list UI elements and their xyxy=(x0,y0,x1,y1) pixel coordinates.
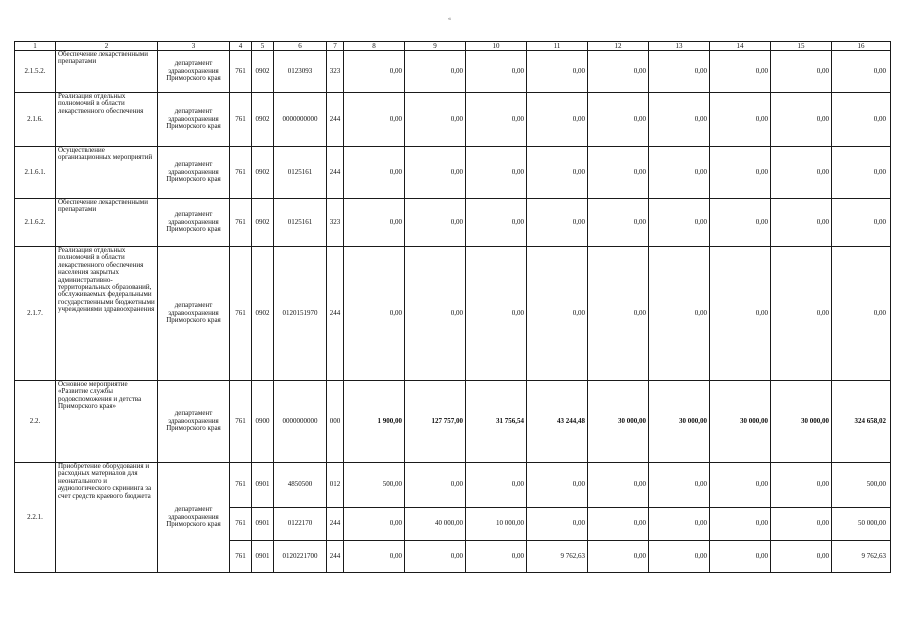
row-value-cell: 0,00 xyxy=(649,247,710,381)
row-code-cell: 2.1.6. xyxy=(15,93,56,147)
row-value-cell: 0,00 xyxy=(710,463,771,508)
table-row xyxy=(15,463,891,508)
row-col7-cell: 323 xyxy=(327,199,344,247)
row-col4-cell: 761 xyxy=(230,463,252,508)
row-value-cell: 0,00 xyxy=(405,147,466,199)
row-value-cell: 30 000,00 xyxy=(771,381,832,463)
table-row xyxy=(15,199,891,247)
row-value-cell: 0,00 xyxy=(710,247,771,381)
row-value-cell: 0,00 xyxy=(710,93,771,147)
row-value-cell: 0,00 xyxy=(344,247,405,381)
row-value-cell: 0,00 xyxy=(588,541,649,573)
row-value-cell: 0,00 xyxy=(832,93,891,147)
row-col5-cell: 0902 xyxy=(252,199,274,247)
row-code-cell: 2.1.5.2. xyxy=(15,51,56,93)
column-header: 3 xyxy=(158,42,230,51)
row-value-cell: 0,00 xyxy=(405,463,466,508)
row-value-cell: 0,00 xyxy=(649,51,710,93)
row-col6-cell: 0125161 xyxy=(274,147,327,199)
row-col4-cell: 761 xyxy=(230,147,252,199)
row-name-text: Реализация отдельных полномочий в области лекарственного обеспечения xyxy=(58,92,144,115)
row-col6-cell: 0120221700 xyxy=(274,541,327,573)
row-value-cell: 0,00 xyxy=(710,51,771,93)
row-value-cell: 0,00 xyxy=(466,247,527,381)
row-department-cell: департамент здравоохранения Приморского края xyxy=(158,381,230,463)
row-value-cell: 0,00 xyxy=(344,147,405,199)
row-value-cell: 0,00 xyxy=(588,247,649,381)
row-value-cell: 0,00 xyxy=(527,463,588,508)
table-row xyxy=(15,51,891,93)
row-col6-cell: 4850500 xyxy=(274,463,327,508)
header-row xyxy=(15,42,891,51)
row-value-cell: 0,00 xyxy=(588,51,649,93)
row-value-cell: 0,00 xyxy=(344,199,405,247)
row-code-cell: 2.1.6.2. xyxy=(15,199,56,247)
row-code-cell: 2.2.1. xyxy=(15,463,56,573)
row-value-cell: 500,00 xyxy=(344,463,405,508)
budget-table xyxy=(14,41,891,573)
row-department-cell: департамент здравоохранения Приморского края xyxy=(158,199,230,247)
row-value-cell: 0,00 xyxy=(466,147,527,199)
column-header: 5 xyxy=(252,42,274,51)
row-department-cell: департамент здравоохранения Приморского края xyxy=(158,93,230,147)
row-value-cell: 0,00 xyxy=(710,541,771,573)
column-header: 7 xyxy=(327,42,344,51)
row-value-cell: 0,00 xyxy=(771,463,832,508)
row-col6-cell: 0123093 xyxy=(274,51,327,93)
row-col5-cell: 0902 xyxy=(252,147,274,199)
row-col7-cell: 244 xyxy=(327,508,344,541)
row-value-cell: 30 000,00 xyxy=(710,381,771,463)
column-header: 14 xyxy=(710,42,771,51)
row-col7-cell: 000 xyxy=(327,381,344,463)
row-value-cell: 0,00 xyxy=(832,247,891,381)
row-value-cell: 0,00 xyxy=(344,51,405,93)
row-value-cell: 0,00 xyxy=(710,199,771,247)
row-name-text: Обеспечение лекарственными препаратами xyxy=(58,50,148,66)
row-value-cell: 127 757,00 xyxy=(405,381,466,463)
row-value-cell: 31 756,54 xyxy=(466,381,527,463)
row-value-cell: 500,00 xyxy=(832,463,891,508)
row-value-cell: 0,00 xyxy=(649,147,710,199)
row-value-cell: 0,00 xyxy=(832,51,891,93)
row-value-cell: 0,00 xyxy=(588,147,649,199)
row-name-text: Приобретение оборудования и расходных материалов для неонатального и аудиологического скрининга за счет средств краевого бюджета xyxy=(58,462,152,500)
row-name-text: Обеспечение лекарственными препаратами xyxy=(58,198,148,214)
row-col7-cell: 244 xyxy=(327,147,344,199)
table-row xyxy=(15,147,891,199)
row-name-cell xyxy=(56,199,158,247)
row-name-text: Реализация отдельных полномочий в области лекарственного обеспечения населения закрытых административно-территориальных образований, обслуживаемых федеральными государственными бюджетными учреждениями здравоохранения xyxy=(58,246,155,314)
row-col7-cell: 323 xyxy=(327,51,344,93)
row-value-cell: 0,00 xyxy=(527,247,588,381)
row-name-cell xyxy=(56,463,158,573)
row-value-cell: 0,00 xyxy=(710,508,771,541)
row-col4-cell: 761 xyxy=(230,508,252,541)
row-value-cell: 10 000,00 xyxy=(466,508,527,541)
row-name-cell xyxy=(56,51,158,93)
column-header: 2 xyxy=(56,42,158,51)
row-value-cell: 0,00 xyxy=(771,508,832,541)
row-col5-cell: 0901 xyxy=(252,541,274,573)
row-value-cell: 0,00 xyxy=(649,199,710,247)
row-value-cell: 0,00 xyxy=(771,147,832,199)
column-header: 4 xyxy=(230,42,252,51)
row-value-cell: 0,00 xyxy=(527,199,588,247)
row-col5-cell: 0901 xyxy=(252,508,274,541)
row-value-cell: 0,00 xyxy=(344,541,405,573)
row-code-cell: 2.1.7. xyxy=(15,247,56,381)
row-name-cell xyxy=(56,247,158,381)
row-value-cell: 0,00 xyxy=(344,508,405,541)
row-col5-cell: 0902 xyxy=(252,51,274,93)
row-name-text: Основное мероприятие «Развитие службы родовспоможения и детства Приморского края» xyxy=(58,380,142,411)
row-value-cell: 0,00 xyxy=(466,199,527,247)
row-col7-cell: 244 xyxy=(327,541,344,573)
row-code-cell: 2.1.6.1. xyxy=(15,147,56,199)
row-name-cell xyxy=(56,93,158,147)
row-value-cell: 0,00 xyxy=(588,508,649,541)
row-value-cell: 40 000,00 xyxy=(405,508,466,541)
row-value-cell: 9 762,63 xyxy=(832,541,891,573)
column-header: 12 xyxy=(588,42,649,51)
column-header: 6 xyxy=(274,42,327,51)
row-col7-cell: 244 xyxy=(327,247,344,381)
row-value-cell: 0,00 xyxy=(588,463,649,508)
row-value-cell: 9 762,63 xyxy=(527,541,588,573)
row-col5-cell: 0902 xyxy=(252,247,274,381)
row-col5-cell: 0901 xyxy=(252,463,274,508)
column-header: 13 xyxy=(649,42,710,51)
row-value-cell: 0,00 xyxy=(771,51,832,93)
column-header: 16 xyxy=(832,42,891,51)
row-value-cell: 0,00 xyxy=(649,93,710,147)
row-value-cell: 0,00 xyxy=(588,93,649,147)
row-value-cell: 0,00 xyxy=(405,247,466,381)
row-value-cell: 0,00 xyxy=(527,508,588,541)
column-header: 9 xyxy=(405,42,466,51)
row-name-cell xyxy=(56,147,158,199)
row-value-cell: 0,00 xyxy=(405,93,466,147)
row-col6-cell: 0000000000 xyxy=(274,93,327,147)
row-value-cell: 0,00 xyxy=(405,541,466,573)
column-header: 15 xyxy=(771,42,832,51)
row-col6-cell: 0120151970 xyxy=(274,247,327,381)
row-value-cell: 0,00 xyxy=(344,93,405,147)
row-value-cell: 0,00 xyxy=(588,199,649,247)
column-header: 10 xyxy=(466,42,527,51)
row-col4-cell: 761 xyxy=(230,541,252,573)
row-col5-cell: 0902 xyxy=(252,93,274,147)
row-value-cell: 1 900,00 xyxy=(344,381,405,463)
row-value-cell: 0,00 xyxy=(649,463,710,508)
row-value-cell: 0,00 xyxy=(527,93,588,147)
row-col6-cell: 0122170 xyxy=(274,508,327,541)
row-col5-cell: 0900 xyxy=(252,381,274,463)
row-department-cell: департамент здравоохранения Приморского края xyxy=(158,247,230,381)
row-value-cell: 0,00 xyxy=(527,51,588,93)
row-value-cell: 0,00 xyxy=(466,93,527,147)
row-value-cell: 30 000,00 xyxy=(649,381,710,463)
row-code-cell: 2.2. xyxy=(15,381,56,463)
row-value-cell: 0,00 xyxy=(466,51,527,93)
column-header: 8 xyxy=(344,42,405,51)
page-mark: « xyxy=(448,16,451,22)
row-value-cell: 43 244,48 xyxy=(527,381,588,463)
row-value-cell: 0,00 xyxy=(832,199,891,247)
row-col7-cell: 244 xyxy=(327,93,344,147)
table-row xyxy=(15,93,891,147)
row-department-cell: департамент здравоохранения Приморского края xyxy=(158,463,230,573)
row-name-text: Осуществление организационных мероприятий xyxy=(58,146,153,162)
row-value-cell: 0,00 xyxy=(649,541,710,573)
row-name-cell xyxy=(56,381,158,463)
row-value-cell: 0,00 xyxy=(405,199,466,247)
row-col6-cell: 0000000000 xyxy=(274,381,327,463)
column-header: 1 xyxy=(15,42,56,51)
row-value-cell: 0,00 xyxy=(466,463,527,508)
row-col4-cell: 761 xyxy=(230,51,252,93)
row-value-cell: 0,00 xyxy=(527,147,588,199)
row-department-cell: департамент здравоохранения Приморского края xyxy=(158,147,230,199)
row-col7-cell: 012 xyxy=(327,463,344,508)
row-value-cell: 0,00 xyxy=(771,247,832,381)
row-value-cell: 50 000,00 xyxy=(832,508,891,541)
column-header: 11 xyxy=(527,42,588,51)
table-row xyxy=(15,247,891,381)
row-value-cell: 0,00 xyxy=(466,541,527,573)
row-value-cell: 0,00 xyxy=(405,51,466,93)
row-value-cell: 324 658,02 xyxy=(832,381,891,463)
row-department-cell: департамент здравоохранения Приморского края xyxy=(158,51,230,93)
table-row xyxy=(15,381,891,463)
row-value-cell: 0,00 xyxy=(771,199,832,247)
row-value-cell: 30 000,00 xyxy=(588,381,649,463)
row-value-cell: 0,00 xyxy=(771,541,832,573)
row-value-cell: 0,00 xyxy=(832,147,891,199)
row-col4-cell: 761 xyxy=(230,199,252,247)
row-value-cell: 0,00 xyxy=(771,93,832,147)
row-col6-cell: 0125161 xyxy=(274,199,327,247)
row-col4-cell: 761 xyxy=(230,247,252,381)
row-col4-cell: 761 xyxy=(230,381,252,463)
row-col4-cell: 761 xyxy=(230,93,252,147)
row-value-cell: 0,00 xyxy=(710,147,771,199)
row-value-cell: 0,00 xyxy=(649,508,710,541)
